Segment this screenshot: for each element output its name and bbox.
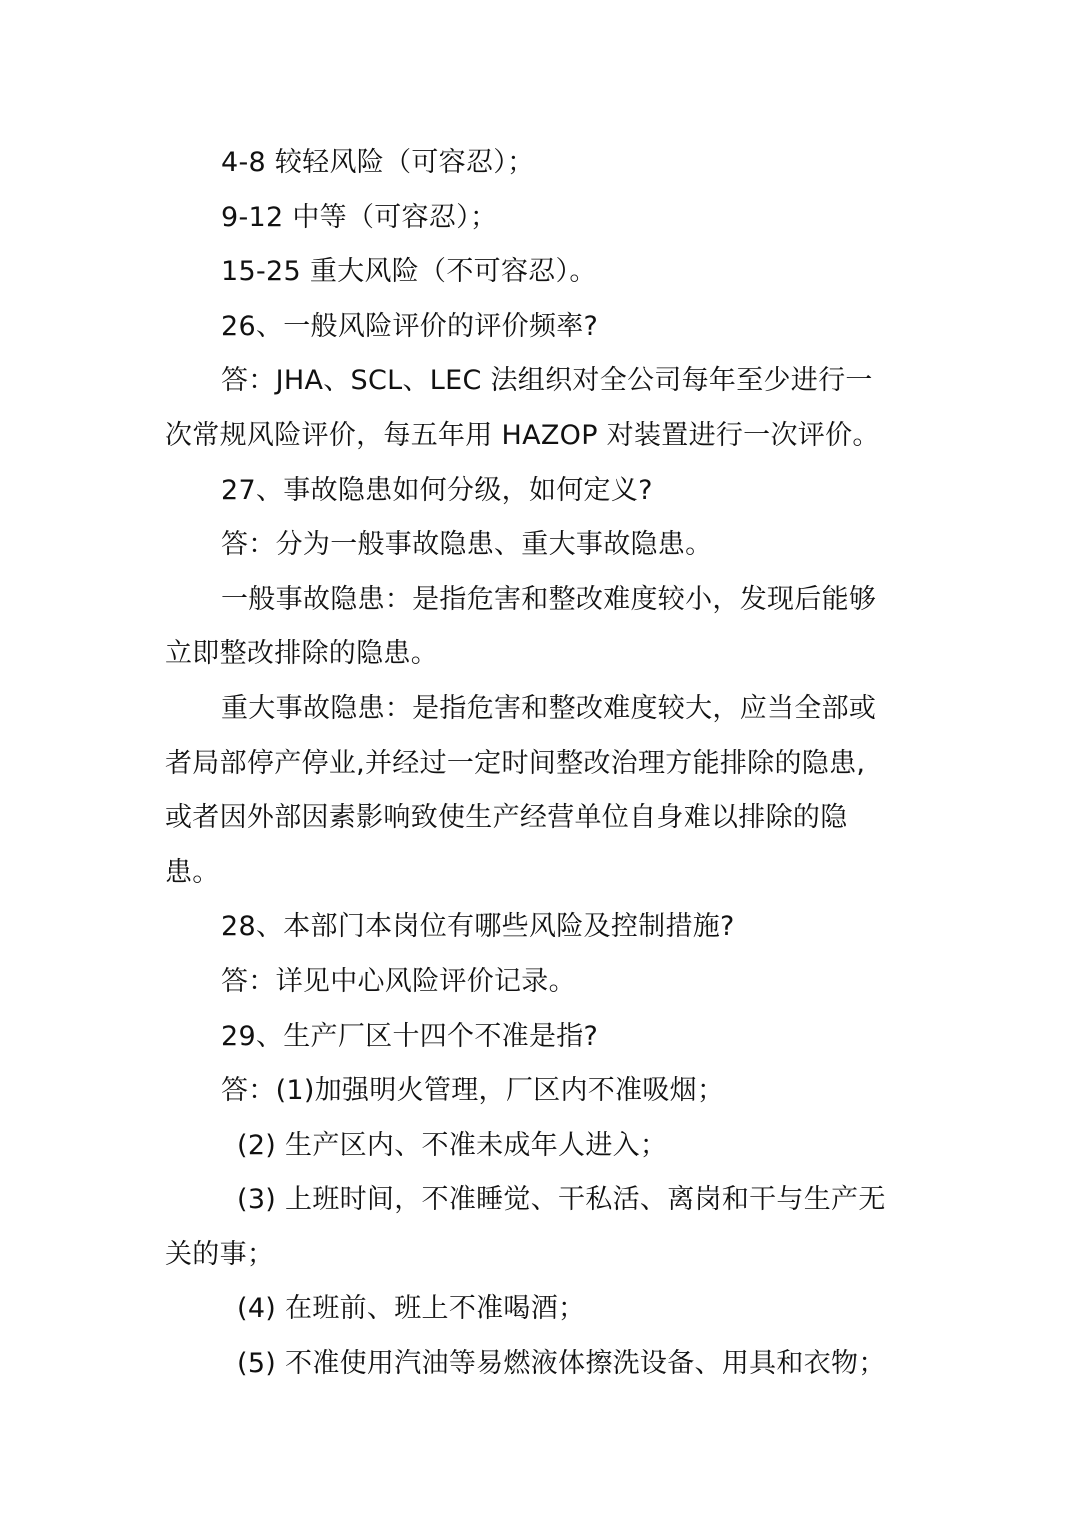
- question-heading: 28、本部门本岗位有哪些风险及控制措施?: [221, 911, 735, 943]
- answer-line: 答：(1)加强明火管理，厂区内不准吸烟；: [221, 1075, 725, 1107]
- question-heading: 29、生产厂区十四个不准是指?: [221, 1020, 599, 1052]
- answer-line: 次常规风险评价，每五年用 HAZOP 对装置进行一次评价。: [165, 419, 880, 451]
- text-line: 或者因外部因素影响致使生产经营单位自身难以排除的隐: [165, 802, 848, 834]
- list-item: (5) 不准使用汽油等易燃液体擦洗设备、用具和衣物；: [237, 1348, 886, 1380]
- list-item: (2) 生产区内、不准未成年人进入；: [237, 1129, 668, 1161]
- answer-line: 答：分为一般事故隐患、重大事故隐患。: [221, 529, 713, 561]
- text-line: 立即整改排除的隐患。: [165, 638, 438, 670]
- text-line: 15-25 重大风险（不可容忍）。: [221, 256, 597, 288]
- text-line: 9-12 中等（可容忍）；: [221, 201, 498, 233]
- answer-line: 答：JHA、SCL、LEC 法组织对全公司每年至少进行一: [221, 365, 873, 397]
- list-item: (4) 在班前、班上不准喝酒；: [237, 1293, 586, 1325]
- document-page: [165, 136, 925, 1392]
- text-line: 重大事故隐患：是指危害和整改难度较大，应当全部或: [221, 692, 877, 724]
- text-line: 一般事故隐患：是指危害和整改难度较小，发现后能够: [221, 583, 877, 615]
- list-item: 关的事；: [165, 1238, 275, 1270]
- text-line: 4-8 较轻风险（可容忍）；: [221, 147, 535, 178]
- answer-line: 答：详见中心风险评价记录。: [221, 965, 576, 997]
- text-line: 患。: [165, 856, 220, 888]
- text-line: 者局部停产停业,并经过一定时间整改治理方能排除的隐患,: [165, 747, 866, 779]
- list-item: (3) 上班时间，不准睡觉、干私活、离岗和干与生产无: [237, 1184, 886, 1216]
- question-heading: 26、一般风险评价的评价频率?: [221, 310, 599, 342]
- question-heading: 27、事故隐患如何分级，如何定义?: [221, 474, 653, 506]
